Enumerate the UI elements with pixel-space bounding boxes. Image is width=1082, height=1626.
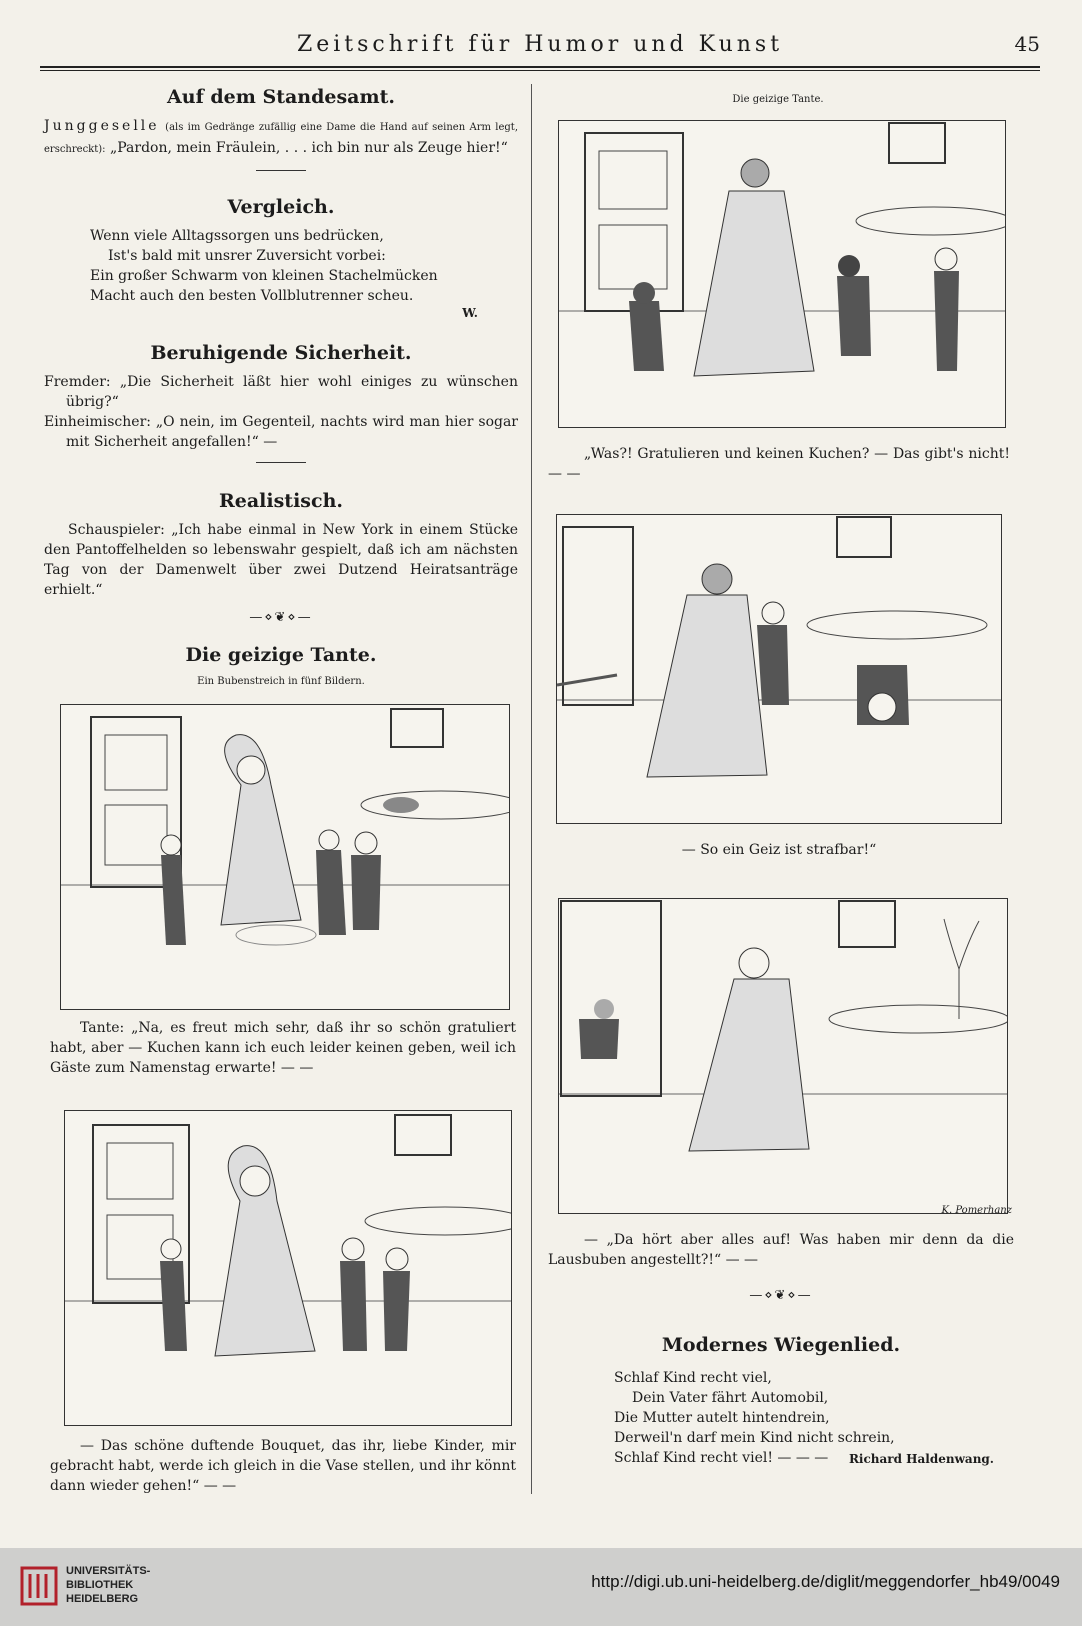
speech: „Pardon, mein Fräulein, . . . ich bin nur als Zeuge hier!“ — [109, 140, 508, 156]
caption-text: Tante: „Na, es freut mich sehr, daß ihr so schön gratuliert habt, aber — Kuchen kann ich euch leider keinen geben, weil ich Gäste zum Namenstag erwarte! — — — [50, 1020, 516, 1076]
heading-tante: Die geizige Tante. — [185, 644, 377, 666]
article-sicherheit — [44, 342, 518, 473]
poem-line: Schlaf Kind recht viel! — — — — [614, 1450, 829, 1466]
caption-text: — Das schöne duftende Bouquet, das ihr, liebe Kinder, mir gebracht habt, werde ich gleich in die Vase stellen, und ihr könnt dann wieder gehen!“ — — — [50, 1438, 516, 1494]
poem-line: Macht auch den besten Vollblutrenner scheu. — [90, 288, 414, 304]
speaker-junggeselle: Junggeselle — [44, 118, 160, 134]
illustration-panel-1 — [60, 704, 510, 1010]
stage-direction: (als im Gedränge zufällig eine Dame die Hand auf seinen Arm legt, erschreckt): — [44, 122, 518, 155]
caption-panel-2 — [50, 1436, 516, 1496]
illustration-panel-2 — [64, 1110, 512, 1426]
library-line: UNIVERSITÄTS- — [66, 1565, 151, 1577]
separator — [256, 462, 306, 463]
heading-sicherheit: Beruhigende Sicherheit. — [150, 342, 412, 364]
subtitle-tante: Ein Bubenstreich in fünf Bildern. — [197, 676, 365, 687]
dialog-einheimischer: Einheimischer: „O nein, im Gegenteil, nachts wird man hier sogar mit Sicherheit angefallen!“ — — [44, 414, 518, 450]
library-line: HEIDELBERG — [66, 1593, 139, 1605]
library-name — [66, 1564, 150, 1606]
page-number: 45 — [1014, 32, 1040, 56]
library-logo-icon — [20, 1566, 58, 1606]
illustration-panel-4 — [556, 514, 1002, 824]
caption-panel-1 — [50, 1018, 516, 1078]
dialog-fremder: Fremder: „Die Sicherheit läßt hier wohl einiges zu wünschen übrig?“ — [44, 374, 518, 410]
caption-text: „Was?! Gratulieren und keinen Kuchen? — Das gibt's nicht! — — — [548, 446, 1010, 482]
right-running-title — [548, 84, 1008, 115]
poem-wiegenlied — [548, 1334, 1014, 1466]
column-divider — [531, 84, 532, 1494]
artist-signature — [740, 1198, 1012, 1217]
signature: W. — [462, 306, 478, 320]
poem-vergleich — [44, 196, 518, 320]
library-logo[interactable] — [20, 1560, 170, 1616]
header-rule-thin — [40, 70, 1040, 71]
heading-vergleich: Vergleich. — [227, 196, 335, 218]
poem-line: Ein großer Schwarm von kleinen Stachelmücken — [90, 268, 438, 284]
library-line: BIBLIOTHEK — [66, 1579, 134, 1591]
illustration-panel-5 — [558, 898, 1008, 1214]
caption-panel-3 — [548, 444, 1010, 484]
article-realistisch — [44, 490, 518, 625]
realistisch-text: Schauspieler: „Ich habe einmal in New York in einem Stücke den Pantoffelhelden so lebenswahr gespielt, daß ich am nächsten Tag von der Damenwelt über zwei Dutzend Heiratsanträge erhielt.“ — [44, 522, 518, 598]
caption-panel-4 — [548, 840, 1010, 860]
caption-panel-5 — [548, 1230, 1014, 1303]
illustration-panel-3 — [558, 120, 1006, 428]
poem-line: Dein Vater fährt Automobil, — [632, 1390, 829, 1406]
heading-wiegenlied: Modernes Wiegenlied. — [661, 1334, 901, 1356]
separator — [256, 170, 306, 171]
article-standesamt — [44, 86, 518, 181]
poem-line: Die Mutter autelt hintendrein, — [614, 1410, 830, 1426]
panel-title: Die geizige Tante. — [732, 94, 824, 105]
header-rule — [40, 66, 1040, 68]
standesamt-text — [44, 116, 518, 160]
source-url-link[interactable]: http://digi.ub.uni-heidelberg.de/diglit/meggendorfer_hb49/0049 — [591, 1572, 1060, 1591]
poem-line: Ist's bald mit unsrer Zuversicht vorbei: — [108, 248, 386, 264]
article-tante-heading — [44, 644, 518, 697]
ornament-divider: —⋄❦⋄— — [249, 610, 313, 625]
running-title: Zeitschrift für Humor und Kunst — [296, 32, 784, 57]
caption-text: — So ein Geiz ist strafbar!“ — [681, 842, 877, 858]
poem-line: Wenn viele Alltagssorgen uns bedrücken, — [90, 228, 384, 244]
footer-bar — [0, 1548, 1082, 1626]
caption-text: — „Da hört aber alles auf! Was haben mir denn da die Lausbuben angestellt?!“ — — — [548, 1232, 1014, 1268]
heading-standesamt: Auf dem Standesamt. — [167, 86, 395, 108]
page-header — [40, 30, 1040, 74]
heading-realistisch: Realistisch. — [218, 490, 343, 512]
author: Richard Haldenwang. — [848, 1452, 994, 1466]
artist-name: K. Pomerhanz — [941, 1205, 1012, 1216]
ornament-divider: —⋄❦⋄— — [749, 1288, 813, 1303]
poem-line: Schlaf Kind recht viel, — [614, 1370, 772, 1386]
poem-line: Derweil'n darf mein Kind nicht schrein, — [614, 1430, 895, 1446]
